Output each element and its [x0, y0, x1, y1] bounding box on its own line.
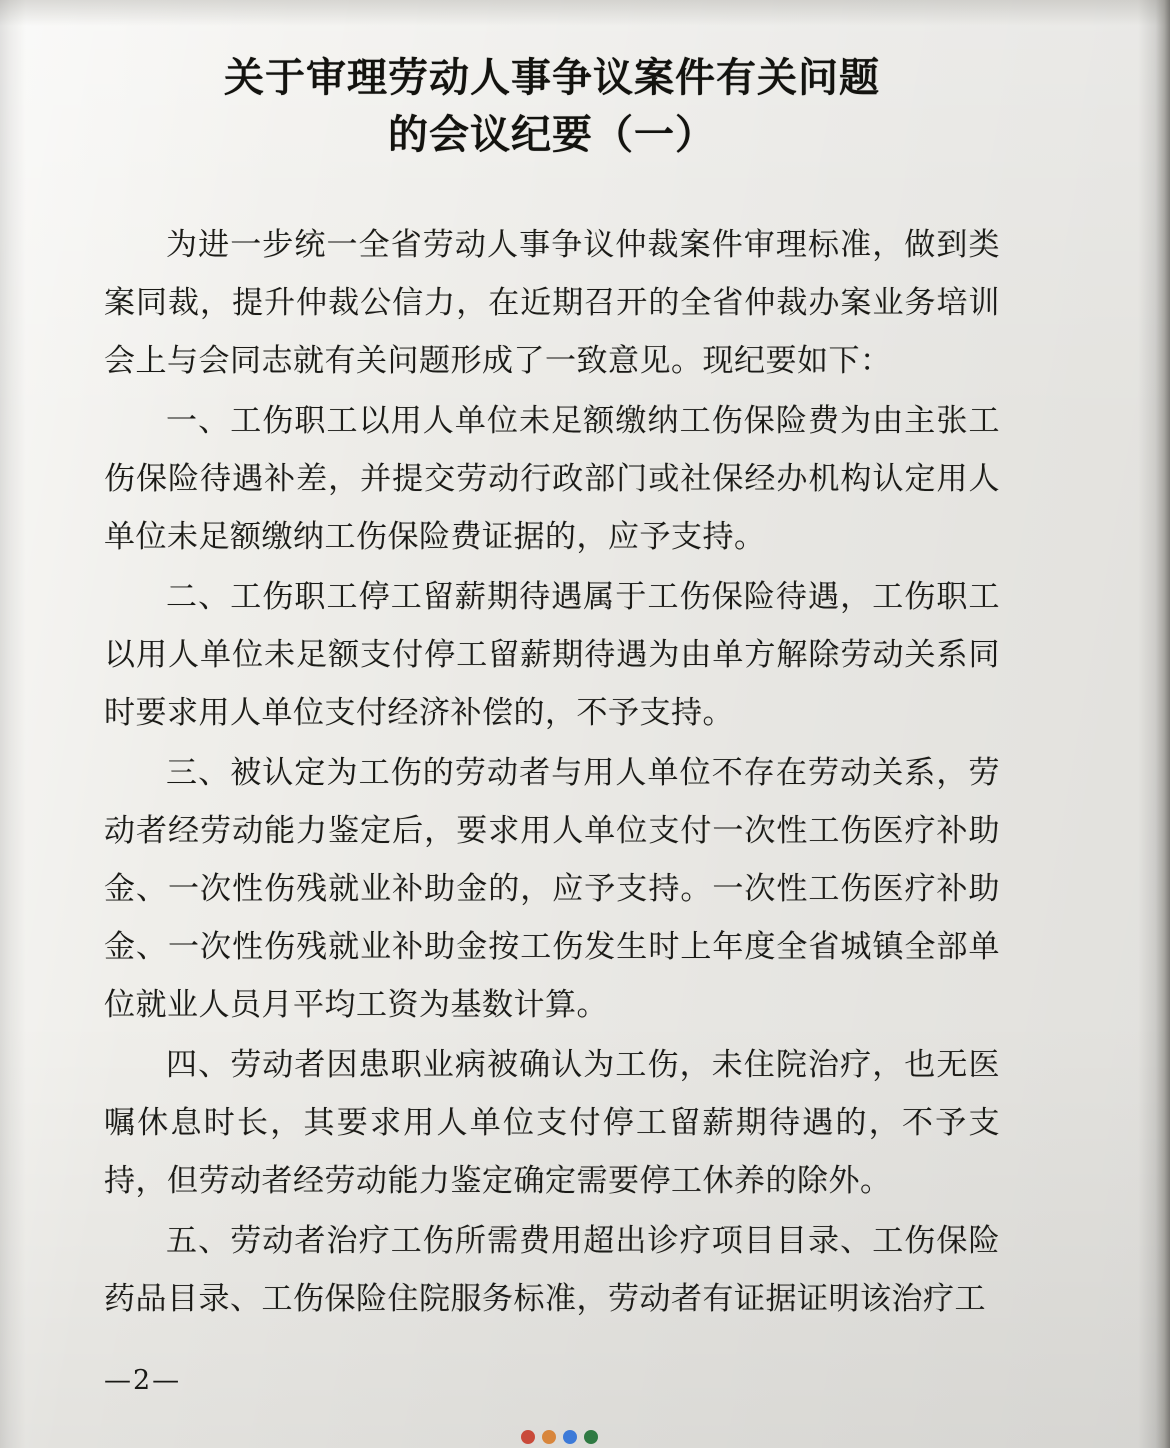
- paragraph-item-2: 二、工伤职工停工留薪期待遇属于工伤保险待遇，工伤职工以用人单位未足额支付停工留薪期待遇为由单方解除劳动关系同时要求用人单位支付经济补偿的，不予支持。: [104, 578, 1000, 731]
- paragraph-item-4: 四、劳动者因患职业病被确认为工伤，未住院治疗，也无医嘱休息时长，其要求用人单位支付停工留薪期待遇的，不予支持，但劳动者经劳动能力鉴定确定需要停工休养的除外。: [104, 1046, 1000, 1199]
- footer-dot: [542, 1430, 556, 1444]
- paragraph-intro: 为进一步统一全省劳动人事争议仲裁案件审理标准，做到类案同裁，提升仲裁公信力，在近期召开的全省仲裁办案业务培训会上与会同志就有关问题形成了一致意见。现纪要如下：: [104, 226, 1000, 379]
- paragraph-item-1: 一、工伤职工以用人单位未足额缴纳工伤保险费为由主张工伤保险待遇补差，并提交劳动行政部门或社保经办机构认定用人单位未足额缴纳工伤保险费证据的，应予支持。: [104, 402, 1000, 555]
- footer-decoration-dots: [0, 1426, 1118, 1444]
- paragraph-item-3: 三、被认定为工伤的劳动者与用人单位不存在劳动关系，劳动者经劳动能力鉴定后，要求用人单位支付一次性工伤医疗补助金、一次性伤残就业补助金的，应予支持。一次性工伤医疗补助金、一次性伤残就业补助金按工伤发生时上年度全省城镇全部单位就业人员月平均工资为基数计算。: [104, 754, 1000, 1023]
- page-title: [104, 50, 1000, 164]
- title-line-2: 的会议纪要（一）: [388, 110, 716, 158]
- page-right-edge: [1138, 0, 1170, 1448]
- footer-dot: [521, 1430, 535, 1444]
- footer-dot: [584, 1430, 598, 1444]
- footer-dot: [563, 1430, 577, 1444]
- paragraph-item-5: 五、劳动者治疗工伤所需费用超出诊疗项目目录、工伤保险药品目录、工伤保险住院服务标准，劳动者有证据证明该治疗工: [104, 1222, 1000, 1317]
- page-number: —2—: [104, 1365, 182, 1396]
- document-body: [104, 216, 1000, 1328]
- title-line-1: 关于审理劳动人事争议案件有关问题: [224, 54, 880, 101]
